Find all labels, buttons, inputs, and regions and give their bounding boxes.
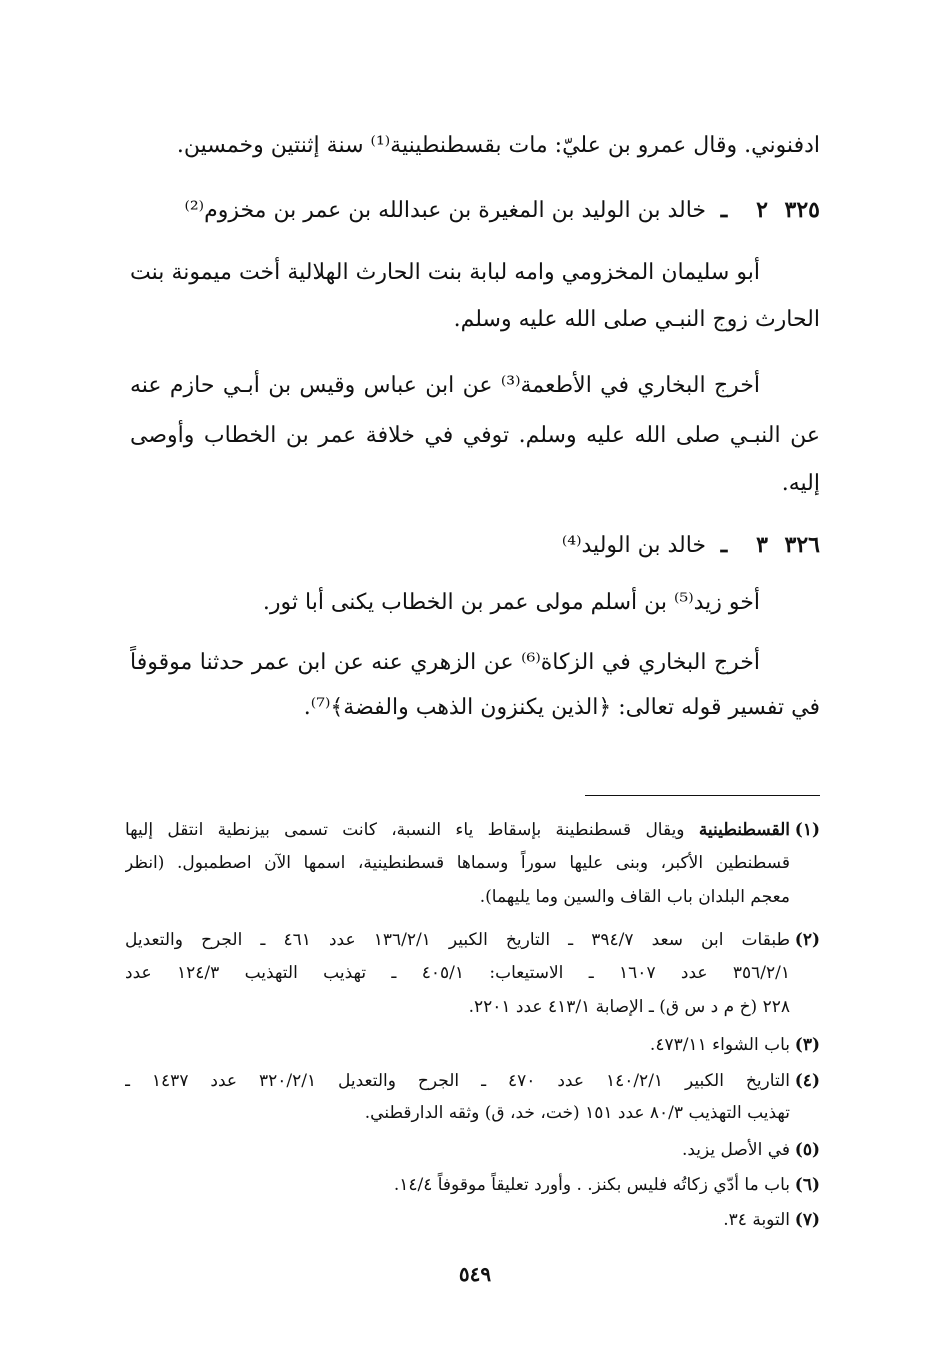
text-line-7: إليه. [781, 471, 820, 496]
footnote-5 [125, 1135, 820, 1165]
text-line-10: أخرج البخاري في الزكاة⁽⁶⁾ عن الزهري عنه عن ابن عمر حدثنا موقوفاً [130, 650, 760, 675]
footnote-text: باب ما أدّي زكاتُه فليس بكنز. . وأورد تعليقاً موقوفاً ١٤/٤. [393, 1175, 790, 1195]
footnote-7 [125, 1205, 820, 1235]
entry-number: ٣٢٦ [784, 532, 820, 558]
footnote-mark: (٢) [794, 930, 820, 950]
entry-dash: ـ [720, 197, 728, 223]
footnote-2-line-2: ٣٥٦/٢/١ عدد ١٦٠٧ ـ الاستيعاب: ٤٠٥/١ ـ تهذيب التهذيب ١٢٤/٣ عدد [125, 963, 790, 983]
footnote-mark: (١) [794, 820, 820, 840]
footnote-text: التوبة ٣٤. [723, 1210, 790, 1230]
entry-heading-325 [130, 192, 820, 229]
footnote-3 [125, 1030, 820, 1060]
footnote-text: التاريخ الكبير ١٤٠/٢/١ عدد ٤٧٠ ـ الجرح والتعديل ٣٢٠/٢/١ عدد ١٤٣٧ ـ [125, 1071, 790, 1091]
footnote-2 [125, 925, 820, 955]
footnote-1 [125, 815, 820, 845]
footnote-separator [585, 795, 820, 796]
text-line-9: أخو زيد⁽⁵⁾ بن أسلم مولى عمر بن الخطاب يكنى أبا ثور. [262, 590, 760, 615]
footnote-4-line-2: تهذيب التهذيب ٨٠/٣ عدد ١٥١ (خت، خد، ق) وثقه الدارقطني. [364, 1103, 790, 1123]
page-number: ٥٤٩ [458, 1262, 492, 1286]
text-line-1: ادفنوني. وقال عمرو بن عليّ: مات بقسطنطينية⁽¹⁾ سنة إثنتين وخمسين. [176, 133, 820, 158]
footnote-text: باب الشواء ٤٧٣/١١. [649, 1035, 790, 1055]
entry-dash: ـ [720, 532, 728, 558]
footnote-mark: (٧) [794, 1210, 820, 1230]
footnote-text: ويقال قسطنطينة بإسقاط ياء النسبة، كانت تسمى بيزنطية انتقل إليها [125, 820, 685, 840]
entry-sub-number: ٣ [756, 532, 768, 558]
footnote-4 [125, 1066, 820, 1096]
footnote-6 [125, 1170, 820, 1200]
footnote-text: في الأصل يزيد. [681, 1140, 790, 1160]
text-line-4: الحارث زوج النبـي صلى الله عليه وسلم. [453, 307, 820, 332]
footnote-text: طبقات ابن سعد ٣٩٤/٧ ـ التاريخ الكبير ١٣٦/٢/١ عدد ٤٦١ ـ الجرح والتعديل [125, 930, 790, 950]
footnote-mark: (٣) [794, 1035, 820, 1055]
footnote-1-line-3: معجم البلدان باب القاف والسين وما يليهما). [479, 887, 790, 907]
text-line-3: أبو سليمان المخزومي وامه لبابة بنت الحارث الهلالية أخت ميمونة بنت [130, 260, 760, 285]
footnote-mark: (٥) [794, 1140, 820, 1160]
footnote-2-line-3: ٢٢٨ (خ م د س ق) ـ الإصابة ٤١٣/١ عدد ٢٢٠١. [468, 997, 790, 1017]
footnote-mark: (٤) [794, 1071, 820, 1091]
text-line-5: أخرج البخاري في الأطعمة⁽³⁾ عن ابن عباس وقيس بن أبـي حازم عنه [130, 373, 760, 398]
footnote-mark: (٦) [794, 1175, 820, 1195]
entry-name: خالد بن الوليد⁽⁴⁾ [561, 533, 706, 558]
entry-heading-326 [130, 527, 820, 564]
text-line-11: في تفسير قوله تعالى: ﴿الذين يكنزون الذهب والفضة﴾⁽⁷⁾. [303, 695, 820, 720]
text-line-6: عن النبـي صلى الله عليه وسلم. توفي في خلافة عمر بن الخطاب وأوصى [130, 423, 820, 448]
entry-number: ٣٢٥ [784, 197, 820, 223]
entry-sub-number: ٢ [756, 197, 768, 223]
footnote-1-line-2: قسطنطين الأكبر، وبنى عليها سوراً وسماها قسطنطينية، اسمها الآن اصطمبول. (انظر [125, 853, 790, 873]
footnote-keyword: القسطنطينية [698, 820, 791, 840]
entry-name: خالد بن الوليد بن المغيرة بن عبدالله بن عمر بن مخزوم⁽²⁾ [184, 198, 706, 223]
